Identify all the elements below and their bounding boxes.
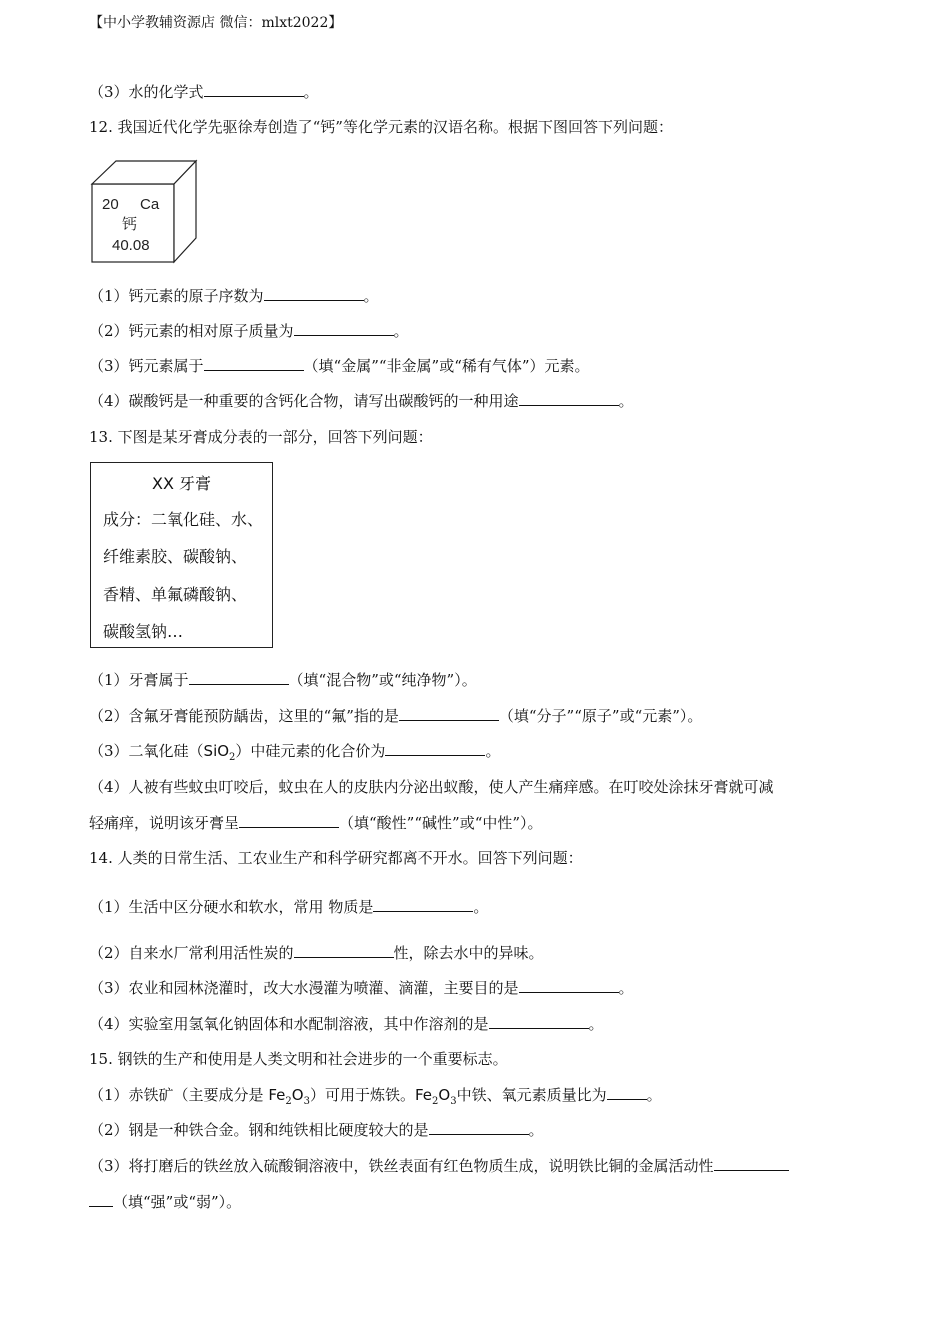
- q11-item3: （3）水的化学式 。: [89, 83, 319, 101]
- q13-item1: （1）牙膏属于 （填“混合物”或“纯净物”）。: [89, 671, 477, 689]
- answer-blank[interactable]: [385, 741, 485, 756]
- q12-item4: （4）碳酸钙是一种重要的含钙化合物，请写出碳酸钙的一种用途 。: [89, 392, 634, 410]
- q13-item4: （4）人被有些蚊虫叮咬后，蚊虫在人的皮肤内分泌出蚁酸，使人产生痛痒感。在叮咬处涂抹牙膏就可减: [89, 778, 774, 796]
- q13-item4-cont: 轻痛痒，说明该牙膏呈 （填“酸性”“碱性”或“中性”）。: [89, 814, 543, 832]
- answer-blank[interactable]: [373, 897, 473, 912]
- q14-item4: （4）实验室用氢氧化钠固体和水配制溶液，其中作溶剂的是 。: [89, 1015, 604, 1033]
- q15-item3-cont: （填“强”或“弱”）。: [89, 1192, 241, 1212]
- q15-item2: （2）钢是一种铁合金。钢和纯铁相比硬度较大的是 。: [89, 1121, 544, 1139]
- answer-blank[interactable]: [264, 286, 364, 301]
- q14-item3: （3）农业和园林浇灌时，改大水漫灌为喷灌、滴灌，主要目的是 。: [89, 979, 634, 997]
- atomic-number: 20: [102, 196, 119, 213]
- answer-blank[interactable]: [294, 321, 394, 336]
- ingredient-line: 成分：二氧化硅、水、: [103, 510, 264, 529]
- page-header: 【中小学教辅资源店 微信：mlxt2022】: [89, 15, 343, 31]
- toothpaste-label: [90, 462, 273, 648]
- answer-blank[interactable]: [714, 1156, 789, 1171]
- atomic-mass: 40.08: [112, 237, 150, 254]
- answer-blank[interactable]: [607, 1085, 647, 1100]
- answer-blank[interactable]: [429, 1120, 529, 1135]
- answer-blank[interactable]: [489, 1014, 589, 1029]
- q12-item3: （3）钙元素属于 （填“金属”“非金属”或“稀有气体”）元素。: [89, 357, 590, 375]
- q15-item1: （1）赤铁矿（主要成分是 $Fe_2O_3$）可用于炼铁。$Fe_2O_3$中铁、氧元素质量比为 。: [89, 1086, 662, 1107]
- q12-item2: （2）钙元素的相对原子质量为 。: [89, 322, 409, 340]
- answer-blank[interactable]: [89, 1192, 113, 1207]
- q14-item1: （1）生活中区分硬水和软水，常用 物质是 。: [89, 898, 489, 916]
- answer-blank[interactable]: [204, 82, 304, 97]
- q13-item3: （3）二氧化硅（SiO$_2$）中硅元素的化合价为 。: [89, 742, 501, 763]
- answer-blank[interactable]: [294, 943, 394, 958]
- q15-item3: （3）将打磨后的铁丝放入硫酸铜溶液中，铁丝表面有红色物质生成，说明铁比铜的金属活动性: [89, 1156, 789, 1176]
- answer-blank[interactable]: [399, 706, 499, 721]
- ingredient-line: 纤维素胶、碳酸钠、: [103, 547, 248, 566]
- q14-stem: 14. 人类的日常生活、工农业生产和科学研究都离不开水。回答下列问题：: [89, 849, 583, 867]
- q12-stem: 12. 我国近代化学先驱徐寿创造了“钙”等化学元素的汉语名称。根据下图回答下列问题：: [89, 118, 673, 136]
- ingredient-line: 香精、单氟磷酸钠、: [103, 585, 248, 604]
- answer-blank[interactable]: [189, 670, 289, 685]
- ingredient-line: 碳酸氢钠…: [103, 622, 184, 641]
- q15-stem: 15. 钢铁的生产和使用是人类文明和社会进步的一个重要标志。: [89, 1050, 508, 1068]
- element-name: 钙: [122, 215, 138, 233]
- toothpaste-title: XX 牙膏: [151, 474, 211, 493]
- answer-blank[interactable]: [519, 391, 619, 406]
- q12-item1: （1）钙元素的原子序数为 。: [89, 287, 379, 305]
- element-symbol: Ca: [140, 196, 160, 213]
- q14-item2: （2）自来水厂常利用活性炭的 性，除去水中的异味。: [89, 944, 544, 962]
- q13-stem: 13. 下图是某牙膏成分表的一部分，回答下列问题：: [89, 428, 433, 446]
- answer-blank[interactable]: [519, 978, 619, 993]
- q13-item2: （2）含氟牙膏能预防龋齿，这里的“氟”指的是 （填“分子”“原子”或“元素”）。: [89, 707, 703, 725]
- periodic-element-cube: [90, 158, 200, 270]
- answer-blank[interactable]: [239, 813, 339, 828]
- answer-blank[interactable]: [204, 356, 304, 371]
